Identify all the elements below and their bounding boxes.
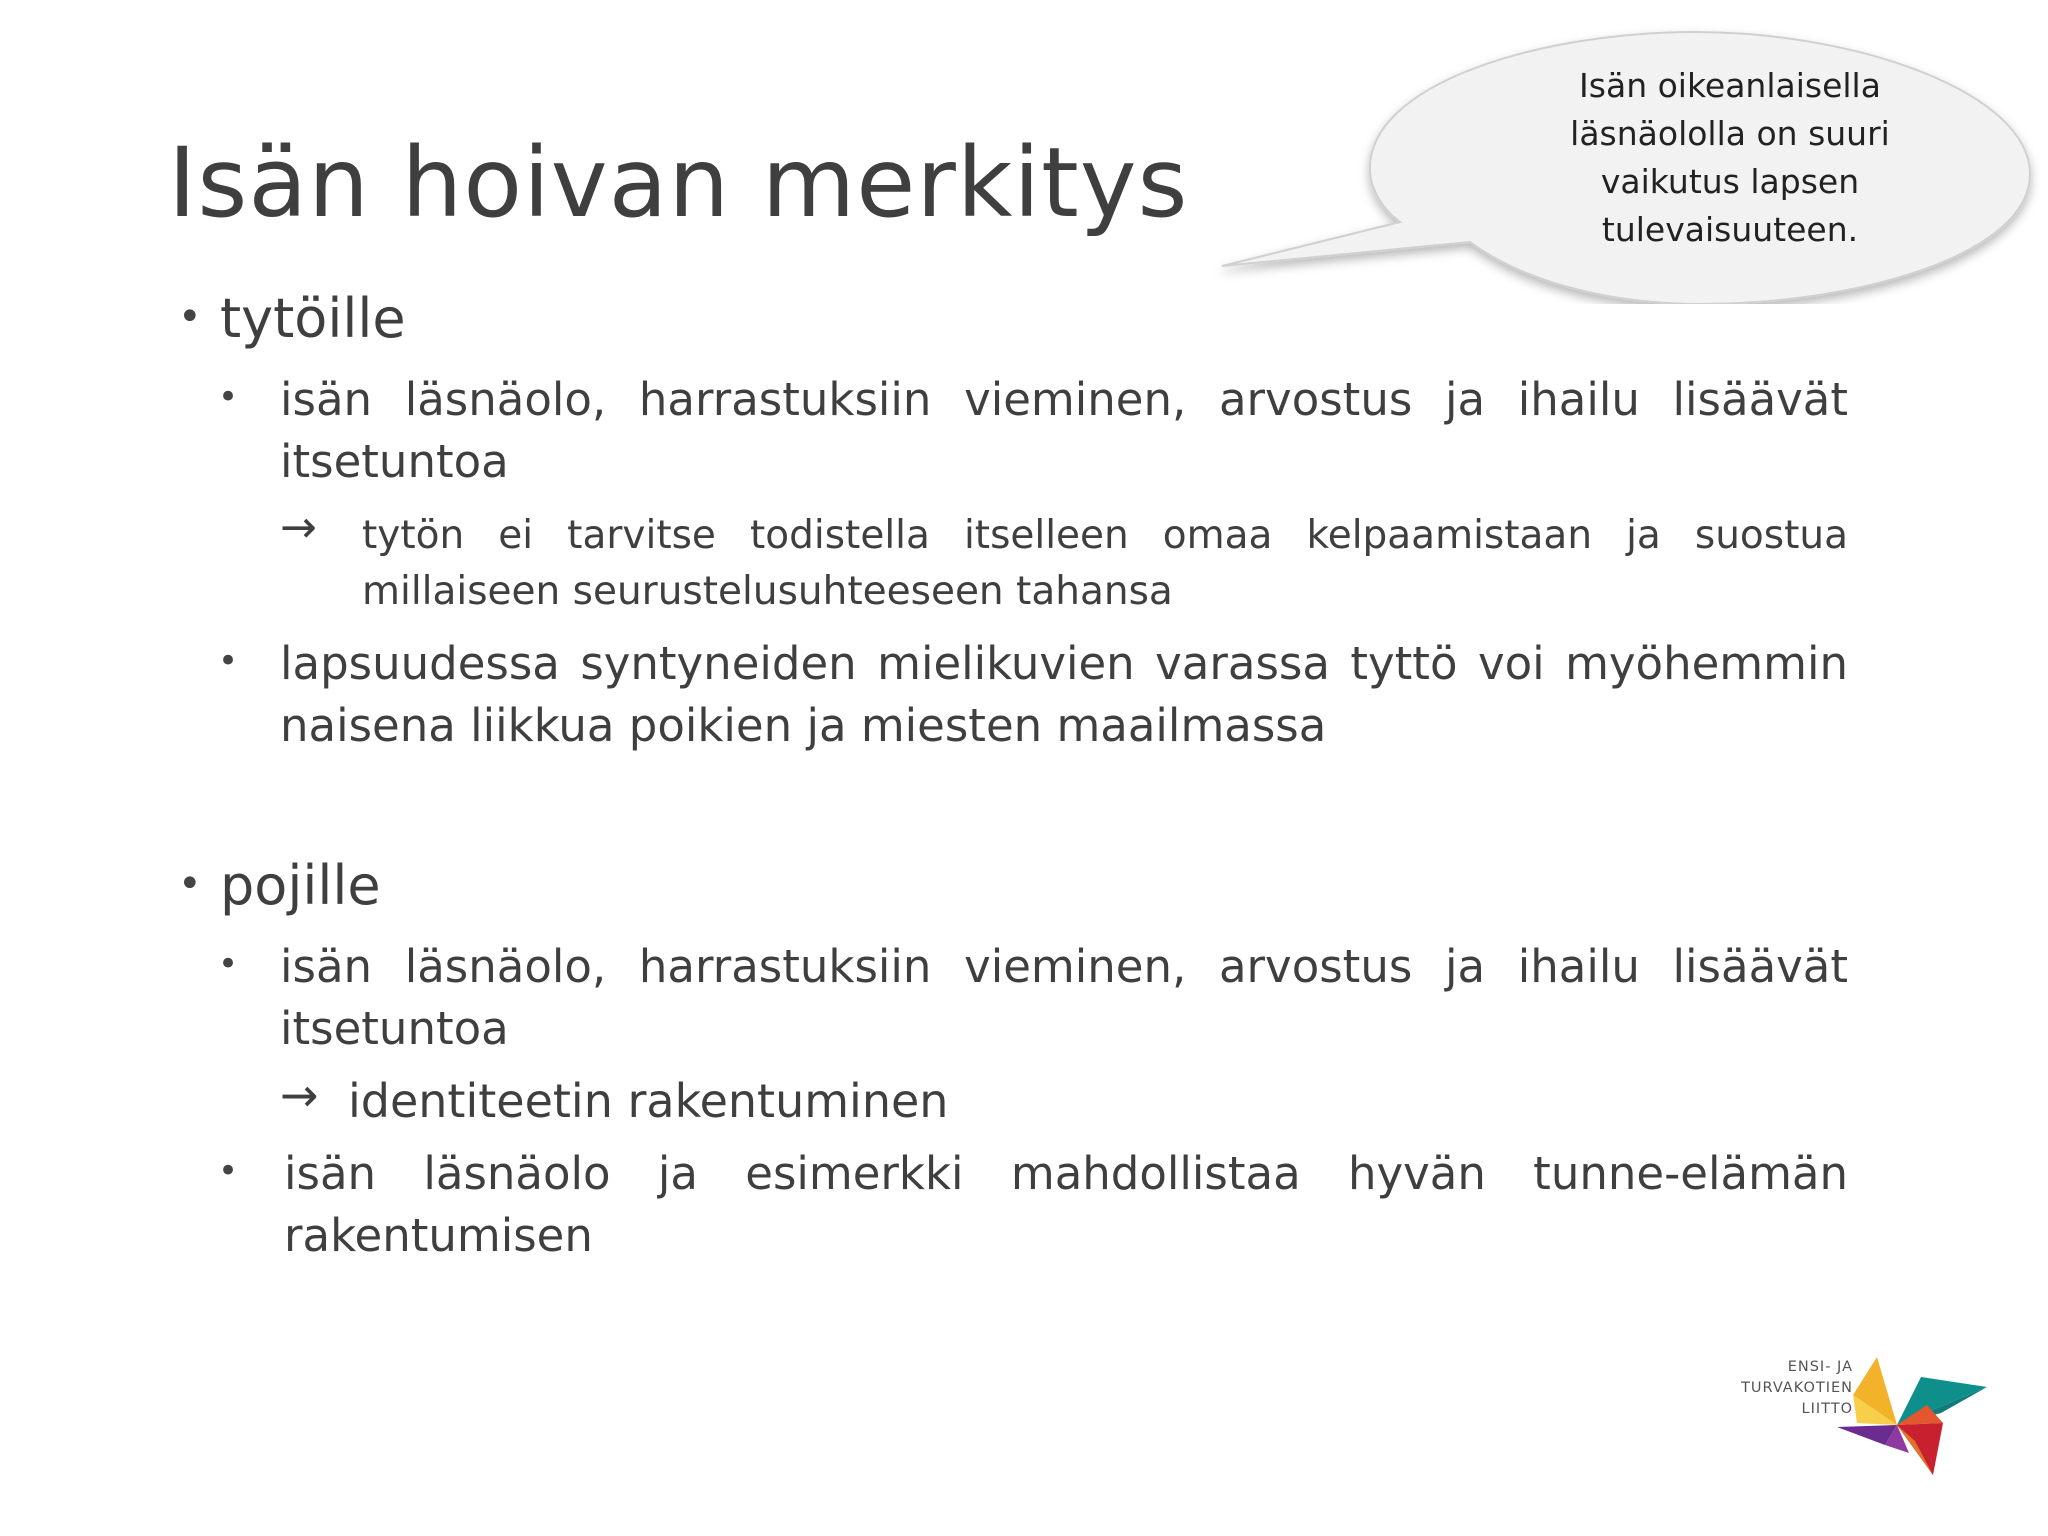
bullet-marker: • bbox=[178, 294, 202, 340]
logo-line: LIITTO bbox=[1801, 1401, 1853, 1417]
callout-line: läsnäololla on suuri bbox=[1570, 114, 1890, 153]
pinwheel-logo-icon bbox=[1835, 1345, 1990, 1495]
list-item-text: isän läsnäolo, harrastuksiin vieminen, arvostus ja ihailu lisäävät itsetuntoa bbox=[280, 940, 1848, 1055]
list-item bbox=[218, 1143, 1848, 1267]
callout-line: vaikutus lapsen bbox=[1600, 162, 1860, 201]
section-heading-text: pojille bbox=[220, 854, 381, 917]
logo-line: TURVAKOTIEN bbox=[1741, 1380, 1853, 1396]
list-item-text: isän läsnäolo ja esimerkki mahdollistaa hyvän tunne-elämän rakentumisen bbox=[284, 1147, 1848, 1262]
bullet-marker: • bbox=[218, 1151, 239, 1191]
list-item-text: lapsuudessa syntyneiden mielikuvien varassa tyttö voi myöhemmin naisena liikkua poikien ja miesten maailmassa bbox=[280, 637, 1848, 752]
consequence-text: identiteetin rakentuminen bbox=[348, 1074, 949, 1128]
bullet-marker: • bbox=[178, 861, 202, 907]
bullet-marker: • bbox=[218, 944, 239, 984]
consequence-item bbox=[280, 502, 1848, 620]
consequence-text: tytön ei tarvitse todistella itselleen omaa kelpaamistaan ja suostua millaiseen seurustelusuhteeseen tahansa bbox=[362, 513, 1848, 614]
list-item bbox=[218, 369, 1848, 493]
bullet-marker: • bbox=[218, 641, 239, 681]
list-item bbox=[218, 633, 1848, 757]
bullet-marker: • bbox=[218, 377, 239, 417]
list-item-text: isän läsnäolo, harrastuksiin vieminen, arvostus ja ihailu lisäävät itsetuntoa bbox=[280, 373, 1848, 488]
slide-title: Isän hoivan merkitys bbox=[168, 127, 1189, 239]
list-item bbox=[218, 936, 1848, 1060]
arrow-right-icon: → bbox=[280, 502, 317, 553]
arrow-right-icon: → bbox=[280, 1068, 319, 1122]
callout-line: tulevaisuuteen. bbox=[1601, 210, 1859, 249]
section-heading-text: tytöille bbox=[220, 287, 406, 350]
logo-line: ENSI- JA bbox=[1787, 1359, 1853, 1375]
organization-logo bbox=[1730, 1345, 1990, 1495]
callout-line: Isän oikeanlaisella bbox=[1579, 66, 1881, 105]
